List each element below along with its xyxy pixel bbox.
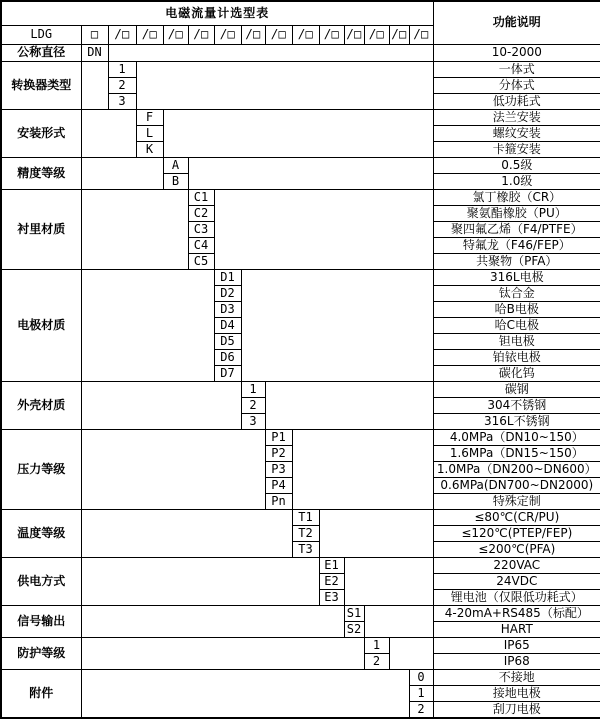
model-prefix: LDG bbox=[1, 25, 81, 44]
right-spacer-cell bbox=[344, 557, 433, 605]
table-row bbox=[1, 509, 600, 525]
right-spacer-cell bbox=[389, 637, 433, 669]
dn-category-label: 公称直径 bbox=[1, 44, 81, 61]
category-label: 温度等级 bbox=[1, 509, 81, 557]
category-label: 外壳材质 bbox=[1, 381, 81, 429]
right-spacer-cell bbox=[136, 61, 433, 109]
category-label: 转换器类型 bbox=[1, 61, 81, 109]
code-cell: C4 bbox=[188, 237, 214, 253]
right-spacer-cell bbox=[319, 509, 433, 557]
code-cell: K bbox=[136, 141, 163, 157]
category-label: 精度等级 bbox=[1, 157, 81, 189]
code-cell: E2 bbox=[319, 573, 344, 589]
right-spacer-cell bbox=[188, 157, 433, 189]
desc-cell: 接地电极 bbox=[433, 685, 600, 701]
model-slot-cell: /□ bbox=[188, 25, 214, 44]
desc-cell: 刮刀电极 bbox=[433, 701, 600, 718]
desc-cell: 一体式 bbox=[433, 61, 600, 77]
code-cell: E1 bbox=[319, 557, 344, 573]
code-cell: 1 bbox=[241, 381, 265, 397]
model-slot-cell: /□ bbox=[364, 25, 389, 44]
code-cell: T3 bbox=[292, 541, 319, 557]
left-spacer-cell bbox=[81, 157, 163, 189]
desc-cell: ≤200℃(PFA) bbox=[433, 541, 600, 557]
code-cell: 2 bbox=[409, 701, 433, 718]
desc-cell: 共聚物（PFA） bbox=[433, 253, 600, 269]
model-slot-cell: /□ bbox=[214, 25, 241, 44]
model-slot-cell: /□ bbox=[344, 25, 364, 44]
desc-cell: 铂铱电极 bbox=[433, 349, 600, 365]
desc-cell: ≤120℃(PTEP/FEP) bbox=[433, 525, 600, 541]
desc-cell: 哈C电极 bbox=[433, 317, 600, 333]
code-cell: C1 bbox=[188, 189, 214, 205]
left-spacer-cell bbox=[81, 189, 188, 269]
code-cell: C2 bbox=[188, 205, 214, 221]
code-cell: L bbox=[136, 125, 163, 141]
desc-cell: 特氟龙（F46/FEP） bbox=[433, 237, 600, 253]
category-label: 电极材质 bbox=[1, 269, 81, 381]
category-label: 附件 bbox=[1, 669, 81, 718]
right-spacer-cell bbox=[265, 381, 433, 429]
category-label: 压力等级 bbox=[1, 429, 81, 509]
left-spacer-cell bbox=[81, 109, 136, 157]
category-label: 供电方式 bbox=[1, 557, 81, 605]
desc-cell: 碳钢 bbox=[433, 381, 600, 397]
code-cell: P2 bbox=[265, 445, 292, 461]
table-row bbox=[1, 669, 600, 685]
table-row bbox=[1, 557, 600, 573]
model-slot-cell: /□ bbox=[292, 25, 319, 44]
code-cell: P4 bbox=[265, 477, 292, 493]
right-spacer-cell bbox=[163, 109, 433, 157]
table-row bbox=[1, 109, 600, 125]
right-spacer-cell bbox=[292, 429, 433, 509]
table-row bbox=[1, 157, 600, 173]
dn-code-cell: DN bbox=[81, 44, 108, 61]
desc-cell: 316L不锈钢 bbox=[433, 413, 600, 429]
dn-desc-cell: 10-2000 bbox=[433, 44, 600, 61]
table-row bbox=[1, 381, 600, 397]
left-spacer-cell bbox=[81, 557, 319, 605]
left-spacer-cell bbox=[81, 637, 364, 669]
function-column-header: 功能说明 bbox=[433, 1, 600, 44]
code-cell: 3 bbox=[241, 413, 265, 429]
code-cell: 3 bbox=[108, 93, 136, 109]
code-cell: 2 bbox=[241, 397, 265, 413]
desc-cell: 螺纹安装 bbox=[433, 125, 600, 141]
table-row bbox=[1, 61, 600, 77]
model-slot-cell: /□ bbox=[389, 25, 409, 44]
table-row bbox=[1, 189, 600, 205]
left-spacer-cell bbox=[81, 381, 241, 429]
dn-spacer-cell bbox=[108, 44, 433, 61]
code-cell: E3 bbox=[319, 589, 344, 605]
desc-cell: 钽电极 bbox=[433, 333, 600, 349]
model-slot-cell: /□ bbox=[108, 25, 136, 44]
desc-cell: 碳化钨 bbox=[433, 365, 600, 381]
category-label: 信号输出 bbox=[1, 605, 81, 637]
desc-cell: 氯丁橡胶（CR） bbox=[433, 189, 600, 205]
model-slot-cell: /□ bbox=[319, 25, 344, 44]
left-spacer-cell bbox=[81, 669, 409, 718]
code-cell: 1 bbox=[409, 685, 433, 701]
code-cell: P3 bbox=[265, 461, 292, 477]
desc-cell: 316L电极 bbox=[433, 269, 600, 285]
table-row bbox=[1, 605, 600, 621]
model-slot-cell: /□ bbox=[136, 25, 163, 44]
model-slot-cell: /□ bbox=[241, 25, 265, 44]
code-cell: S2 bbox=[344, 621, 364, 637]
model-slot-cell: /□ bbox=[409, 25, 433, 44]
code-cell: B bbox=[163, 173, 188, 189]
code-cell: 0 bbox=[409, 669, 433, 685]
desc-cell: 220VAC bbox=[433, 557, 600, 573]
desc-cell: 锂电池（仅限低功耗式） bbox=[433, 589, 600, 605]
desc-cell: 4-20mA+RS485（标配） bbox=[433, 605, 600, 621]
dn-row bbox=[1, 44, 600, 61]
desc-cell: 0.5级 bbox=[433, 157, 600, 173]
code-cell: D3 bbox=[214, 301, 241, 317]
code-cell: D4 bbox=[214, 317, 241, 333]
desc-cell: 1.6MPa（DN15~150） bbox=[433, 445, 600, 461]
desc-cell: 24VDC bbox=[433, 573, 600, 589]
code-cell: T1 bbox=[292, 509, 319, 525]
right-spacer-cell bbox=[241, 269, 433, 381]
code-cell: D5 bbox=[214, 333, 241, 349]
code-cell: T2 bbox=[292, 525, 319, 541]
desc-cell: 哈B电极 bbox=[433, 301, 600, 317]
desc-cell: IP68 bbox=[433, 653, 600, 669]
desc-cell: 0.6MPa(DN700~DN2000) bbox=[433, 477, 600, 493]
category-label: 安装形式 bbox=[1, 109, 81, 157]
model-slot-cell: /□ bbox=[265, 25, 292, 44]
desc-cell: 钛合金 bbox=[433, 285, 600, 301]
desc-cell: 4.0MPa（DN10~150） bbox=[433, 429, 600, 445]
model-box-placeholder: □ bbox=[81, 25, 108, 44]
desc-cell: 不接地 bbox=[433, 669, 600, 685]
desc-cell: 1.0级 bbox=[433, 173, 600, 189]
desc-cell: 1.0MPa（DN200~DN600） bbox=[433, 461, 600, 477]
page-title: 电磁流量计选型表 bbox=[1, 1, 433, 25]
code-cell: Pn bbox=[265, 493, 292, 509]
category-label: 防护等级 bbox=[1, 637, 81, 669]
code-cell: D1 bbox=[214, 269, 241, 285]
right-spacer-cell bbox=[214, 189, 433, 269]
code-cell: D7 bbox=[214, 365, 241, 381]
left-spacer-cell bbox=[81, 605, 344, 637]
code-cell: P1 bbox=[265, 429, 292, 445]
code-cell: C3 bbox=[188, 221, 214, 237]
code-cell: S1 bbox=[344, 605, 364, 621]
desc-cell: ≤80℃(CR/PU) bbox=[433, 509, 600, 525]
code-cell: C5 bbox=[188, 253, 214, 269]
table-row bbox=[1, 637, 600, 653]
code-cell: 1 bbox=[108, 61, 136, 77]
table-row bbox=[1, 429, 600, 445]
code-cell: D6 bbox=[214, 349, 241, 365]
desc-cell: HART bbox=[433, 621, 600, 637]
code-cell: F bbox=[136, 109, 163, 125]
code-cell: D2 bbox=[214, 285, 241, 301]
code-cell: A bbox=[163, 157, 188, 173]
table-row bbox=[1, 269, 600, 285]
left-spacer-cell bbox=[81, 509, 292, 557]
code-cell: 1 bbox=[364, 637, 389, 653]
left-spacer-cell bbox=[81, 269, 214, 381]
desc-cell: 聚四氟乙烯（F4/PTFE） bbox=[433, 221, 600, 237]
desc-cell: 特殊定制 bbox=[433, 493, 600, 509]
desc-cell: 304不锈钢 bbox=[433, 397, 600, 413]
desc-cell: IP65 bbox=[433, 637, 600, 653]
left-spacer-cell bbox=[81, 61, 108, 109]
desc-cell: 低功耗式 bbox=[433, 93, 600, 109]
left-spacer-cell bbox=[81, 429, 265, 509]
right-spacer-cell bbox=[364, 605, 433, 637]
desc-cell: 卡箍安装 bbox=[433, 141, 600, 157]
desc-cell: 法兰安装 bbox=[433, 109, 600, 125]
title-row bbox=[1, 1, 600, 25]
code-cell: 2 bbox=[108, 77, 136, 93]
desc-cell: 聚氨酯橡胶（PU） bbox=[433, 205, 600, 221]
model-slot-cell: /□ bbox=[163, 25, 188, 44]
category-label: 衬里材质 bbox=[1, 189, 81, 269]
desc-cell: 分体式 bbox=[433, 77, 600, 93]
code-cell: 2 bbox=[364, 653, 389, 669]
